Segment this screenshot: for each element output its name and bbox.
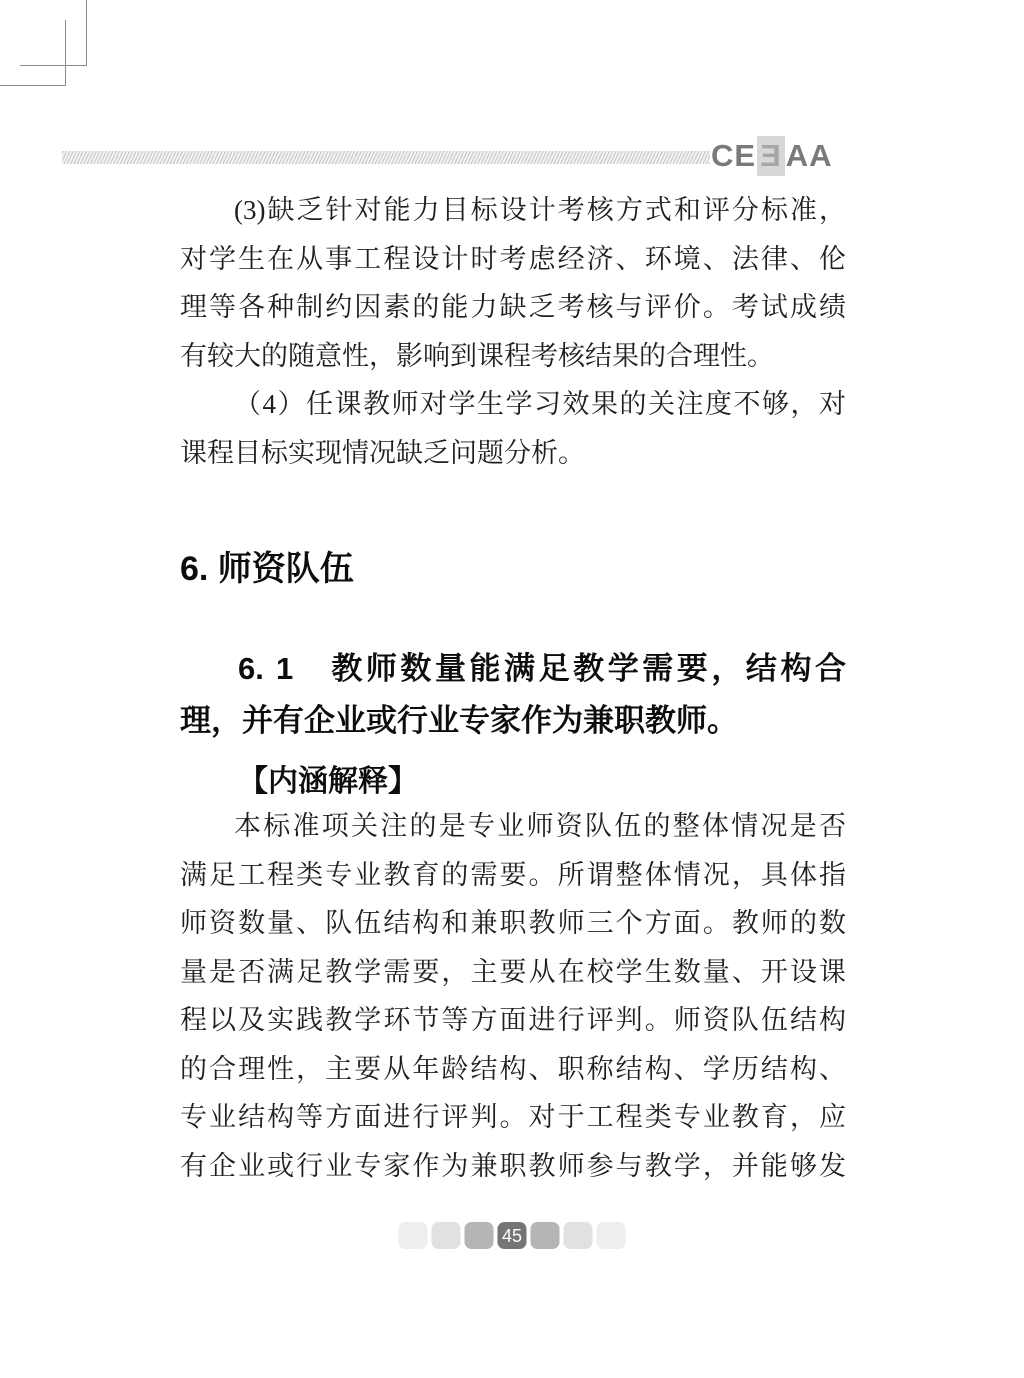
paragraph-line: 对学生在从事工程设计时考虑经济、环境、法律、伦 — [180, 243, 846, 274]
logo-text-aa: AA — [785, 138, 833, 173]
paragraph-line: 课程目标实现情况缺乏问题分析。 — [180, 437, 585, 468]
pager-square — [465, 1222, 494, 1249]
footer-pager — [399, 1222, 626, 1249]
pager-square — [399, 1222, 428, 1249]
paragraph-item-3 — [180, 186, 846, 477]
connotation-label-text: 【内涵解释】 — [238, 765, 418, 798]
paragraph-line: 有企业或行业专家作为兼职教师参与教学，并能够发 — [180, 1150, 846, 1181]
pager-square — [432, 1222, 461, 1249]
section-heading-text: 6. 师资队伍 — [180, 550, 354, 588]
subsection-heading-line: 理，并有企业或行业专家作为兼职教师。 — [180, 703, 738, 738]
paragraph-line: 满足工程类专业教育的需要。所谓整体情况，具体指 — [180, 859, 846, 890]
connotation-label — [180, 762, 904, 802]
paragraph-line: 专业结构等方面进行评判。对于工程类专业教育，应 — [180, 1102, 846, 1132]
body-paragraph — [180, 802, 846, 1190]
paragraph-line: 师资数量、队伍结构和兼职教师三个方面。教师的数 — [180, 908, 846, 938]
paragraph-line: 有较大的随意性，影响到课程考核结果的合理性。 — [180, 340, 774, 371]
page-number-badge — [498, 1222, 527, 1249]
subsection-heading-line: 6. 1 教师数量能满足教学需要，结构合 — [238, 651, 846, 686]
header-hatch-rule — [62, 151, 710, 164]
pager-square — [531, 1222, 560, 1249]
paragraph-line: 的合理性，主要从年龄结构、职称结构、学历结构、 — [180, 1053, 846, 1084]
subsection-heading-6-1 — [180, 643, 846, 747]
logo-text-ce: CE — [711, 138, 757, 173]
paragraph-line: （4）任课教师对学生学习效果的关注度不够，对 — [234, 389, 846, 419]
paragraph-line: 理等各种制约因素的能力缺乏考核与评价。考试成绩 — [180, 292, 846, 322]
ceeaa-logo — [711, 136, 833, 176]
pager-square — [564, 1222, 593, 1249]
paragraph-line: 程以及实践教学环节等方面进行评判。师资队伍结构 — [180, 1005, 846, 1035]
paragraph-line: (3)缺乏针对能力目标设计考核方式和评分标准， — [234, 195, 846, 225]
paragraph-line: 量是否满足教学需要，主要从在校学生数量、开设课 — [180, 956, 846, 987]
section-heading-6 — [180, 549, 846, 590]
pager-square — [597, 1222, 626, 1249]
logo-reversed-e-badge: Ǝ — [757, 136, 785, 176]
page-number: 45 — [501, 1225, 523, 1246]
paragraph-line: 本标准项关注的是专业师资队伍的整体情况是否 — [234, 811, 846, 841]
